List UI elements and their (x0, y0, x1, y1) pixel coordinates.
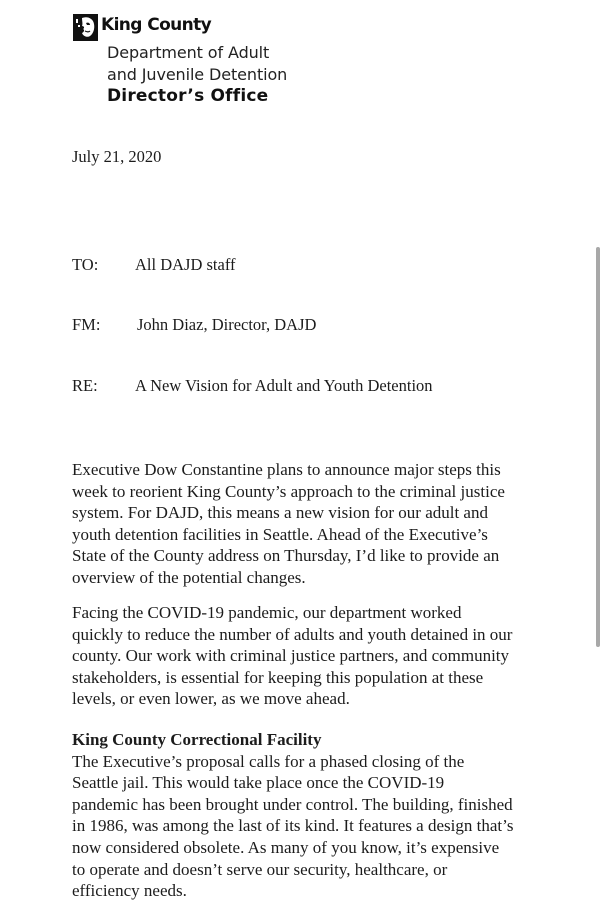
memo-subject-value: A New Vision for Adult and Youth Detention (135, 376, 433, 395)
text-line: Executive Dow Constantine plans to announce major steps this (72, 460, 501, 479)
memo-from-label: FM: (72, 315, 101, 334)
office-name: Director’s Office (107, 86, 269, 106)
department-name-line-1: Department of Adult (107, 43, 270, 62)
department-name-line-2: and Juvenile Detention (107, 65, 288, 84)
king-county-logo-icon (73, 14, 98, 41)
text-line: overview of the potential changes. (72, 567, 306, 587)
text-line: quickly to reduce the number of adults and youth detained in our (72, 624, 513, 644)
scrollbar-thumb[interactable] (596, 247, 600, 647)
body-paragraph-1 (72, 459, 542, 589)
text-line: pandemic has been brought under control. The building, finished (72, 794, 513, 814)
text-line: to operate and doesn’t serve our security, healthcare, or (72, 859, 448, 879)
text-line: system. For DAJD, this means a new vision for our adult and (72, 503, 488, 523)
text-line: The Executive’s proposal calls for a phased closing of the (72, 751, 465, 771)
memo-date: July 21, 2020 (72, 147, 162, 166)
organization-name: King County (101, 15, 212, 35)
text-line: youth detention facilities in Seattle. Ahead of the Executive’s (72, 524, 488, 544)
vertical-scrollbar[interactable] (594, 240, 602, 660)
text-line: now considered obsolete. As many of you know, it’s expensive (72, 837, 500, 857)
memo-from-value: John Diaz, Director, DAJD (137, 315, 317, 334)
memo-to-value: All DAJD staff (135, 255, 236, 274)
text-line: Facing the COVID-19 pandemic, our department worked (72, 603, 462, 622)
text-line: efficiency needs. (72, 881, 187, 901)
text-line: State of the County address on Thursday, I’d like to provide an (72, 546, 500, 566)
memo-to-label: TO: (72, 255, 99, 274)
text-line: in 1986, was among the last of its kind. It features a design that’s (72, 816, 514, 836)
text-line: levels, or even lower, as we move ahead. (72, 689, 350, 709)
section-heading: King County Correctional Facility (72, 730, 322, 749)
text-line: county. Our work with criminal justice partners, and community (72, 646, 510, 666)
section-correctional-facility (72, 729, 542, 902)
text-line: stakeholders, is essential for keeping this population at these (72, 667, 484, 687)
body-paragraph-2 (72, 602, 542, 710)
text-line: week to reorient King County’s approach to the criminal justice (72, 481, 505, 501)
memo-subject-label: RE: (72, 376, 98, 395)
text-line: Seattle jail. This would take place once the COVID-19 (72, 773, 445, 793)
